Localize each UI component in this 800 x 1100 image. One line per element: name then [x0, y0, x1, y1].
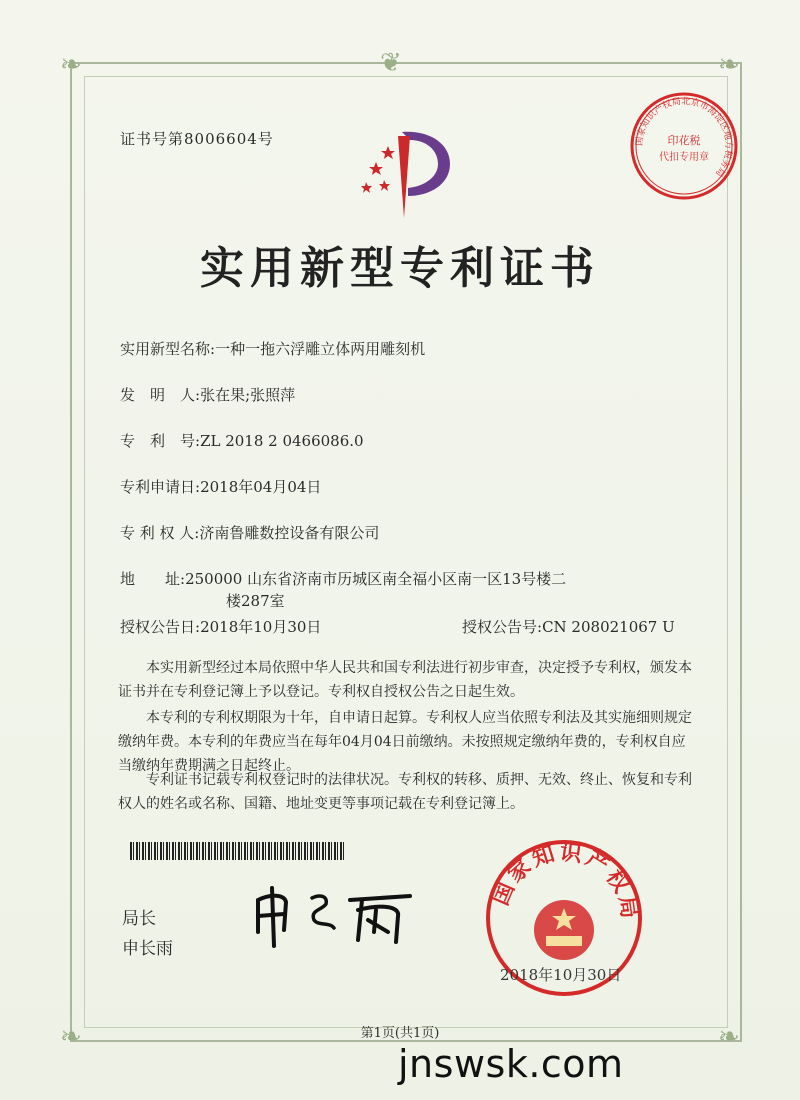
filing-date-label: 专利申请日: — [120, 478, 201, 496]
paragraph-legal-status: 专利证书记载专利权登记时的法律状况。专利权的转移、质押、无效、终止、恢复和专利权人的姓名或名称、国籍、地址变更等事项记载在专利登记簿上。 — [118, 772, 692, 812]
paragraph-term-fees: 本专利的专利权期限为十年，自申请日起算。专利权人应当依照专利法及其实施细则规定缴纳年费。本专利的年费应当在每年04月04日前缴纳。未按照规定缴纳年费的，专利权自应当缴纳年费期满之日起终止。 — [118, 710, 692, 774]
grant-number-value: CN 208021067 U — [542, 618, 675, 636]
tax-stamp-icon — [628, 90, 740, 202]
patentee-value: 济南鲁雕数控设备有限公司 — [199, 524, 380, 542]
patent-number-row — [120, 430, 364, 451]
grant-number-label: 授权公告号: — [462, 618, 543, 636]
utility-model-name-value: 一种一拖六浮雕立体两用雕刻机 — [215, 340, 426, 358]
seal-text: 国家知识产权局 — [488, 840, 642, 923]
certificate-number: 证书号第8006604号 — [120, 130, 274, 148]
address-label: 地 址: — [120, 570, 186, 588]
address-row — [120, 568, 566, 589]
page-number: 第1页(共1页) — [360, 1026, 440, 1041]
barcode — [130, 842, 346, 860]
director-signature — [250, 880, 420, 950]
filing-date-value: 2018年04月04日 — [200, 478, 322, 496]
tax-stamp-outer-text: 国家知识产权局北京市海淀区地方税务局 — [634, 96, 734, 179]
corner-ornament-icon: ❧ — [60, 50, 82, 80]
utility-model-name-row — [120, 338, 425, 359]
tax-stamp-line1: 印花税 — [667, 134, 701, 147]
corner-ornament-icon: ❧ — [718, 1022, 740, 1052]
inventor-row — [120, 384, 295, 405]
certificate-title: 实用新型专利证书 — [200, 243, 600, 294]
utility-model-name-label: 实用新型名称: — [120, 340, 216, 358]
tax-stamp-line2: 代扣专用章 — [659, 152, 709, 163]
inventor-value: 张在果;张照萍 — [200, 386, 296, 404]
border-ornament-icon: ❦ — [380, 48, 402, 78]
cnipa-logo-icon — [350, 122, 470, 222]
address-line2: 楼287室 — [226, 592, 285, 610]
corner-ornament-icon: ❧ — [718, 50, 740, 80]
director-name: 申长雨 — [122, 939, 173, 959]
grant-number-row — [462, 616, 675, 637]
filing-date-row — [120, 476, 321, 497]
inventor-label: 发 明 人: — [120, 386, 201, 404]
seal-date: 2018年10月30日 — [500, 966, 622, 984]
grant-date-value: 2018年10月30日 — [200, 618, 322, 636]
grant-date-row — [120, 616, 321, 637]
grant-date-label: 授权公告日: — [120, 618, 201, 636]
patent-number-value: ZL 2018 2 0466086.0 — [200, 432, 364, 450]
patentee-label: 专 利 权 人: — [120, 524, 200, 542]
paragraph-grant-notice: 本实用新型经过本局依照中华人民共和国专利法进行初步审查，决定授予专利权，颁发本证书并在专利登记簿上予以登记。专利权自授权公告之日起生效。 — [118, 660, 692, 700]
patent-number-label: 专 利 号: — [120, 432, 201, 450]
address-line1: 250000 山东省济南市历城区南全福小区南一区13号楼二 — [185, 570, 567, 588]
director-title: 局长 — [122, 909, 156, 929]
website-watermark: jnswsk.com — [398, 1042, 624, 1086]
corner-ornament-icon: ❧ — [60, 1022, 82, 1052]
patentee-row — [120, 522, 379, 543]
